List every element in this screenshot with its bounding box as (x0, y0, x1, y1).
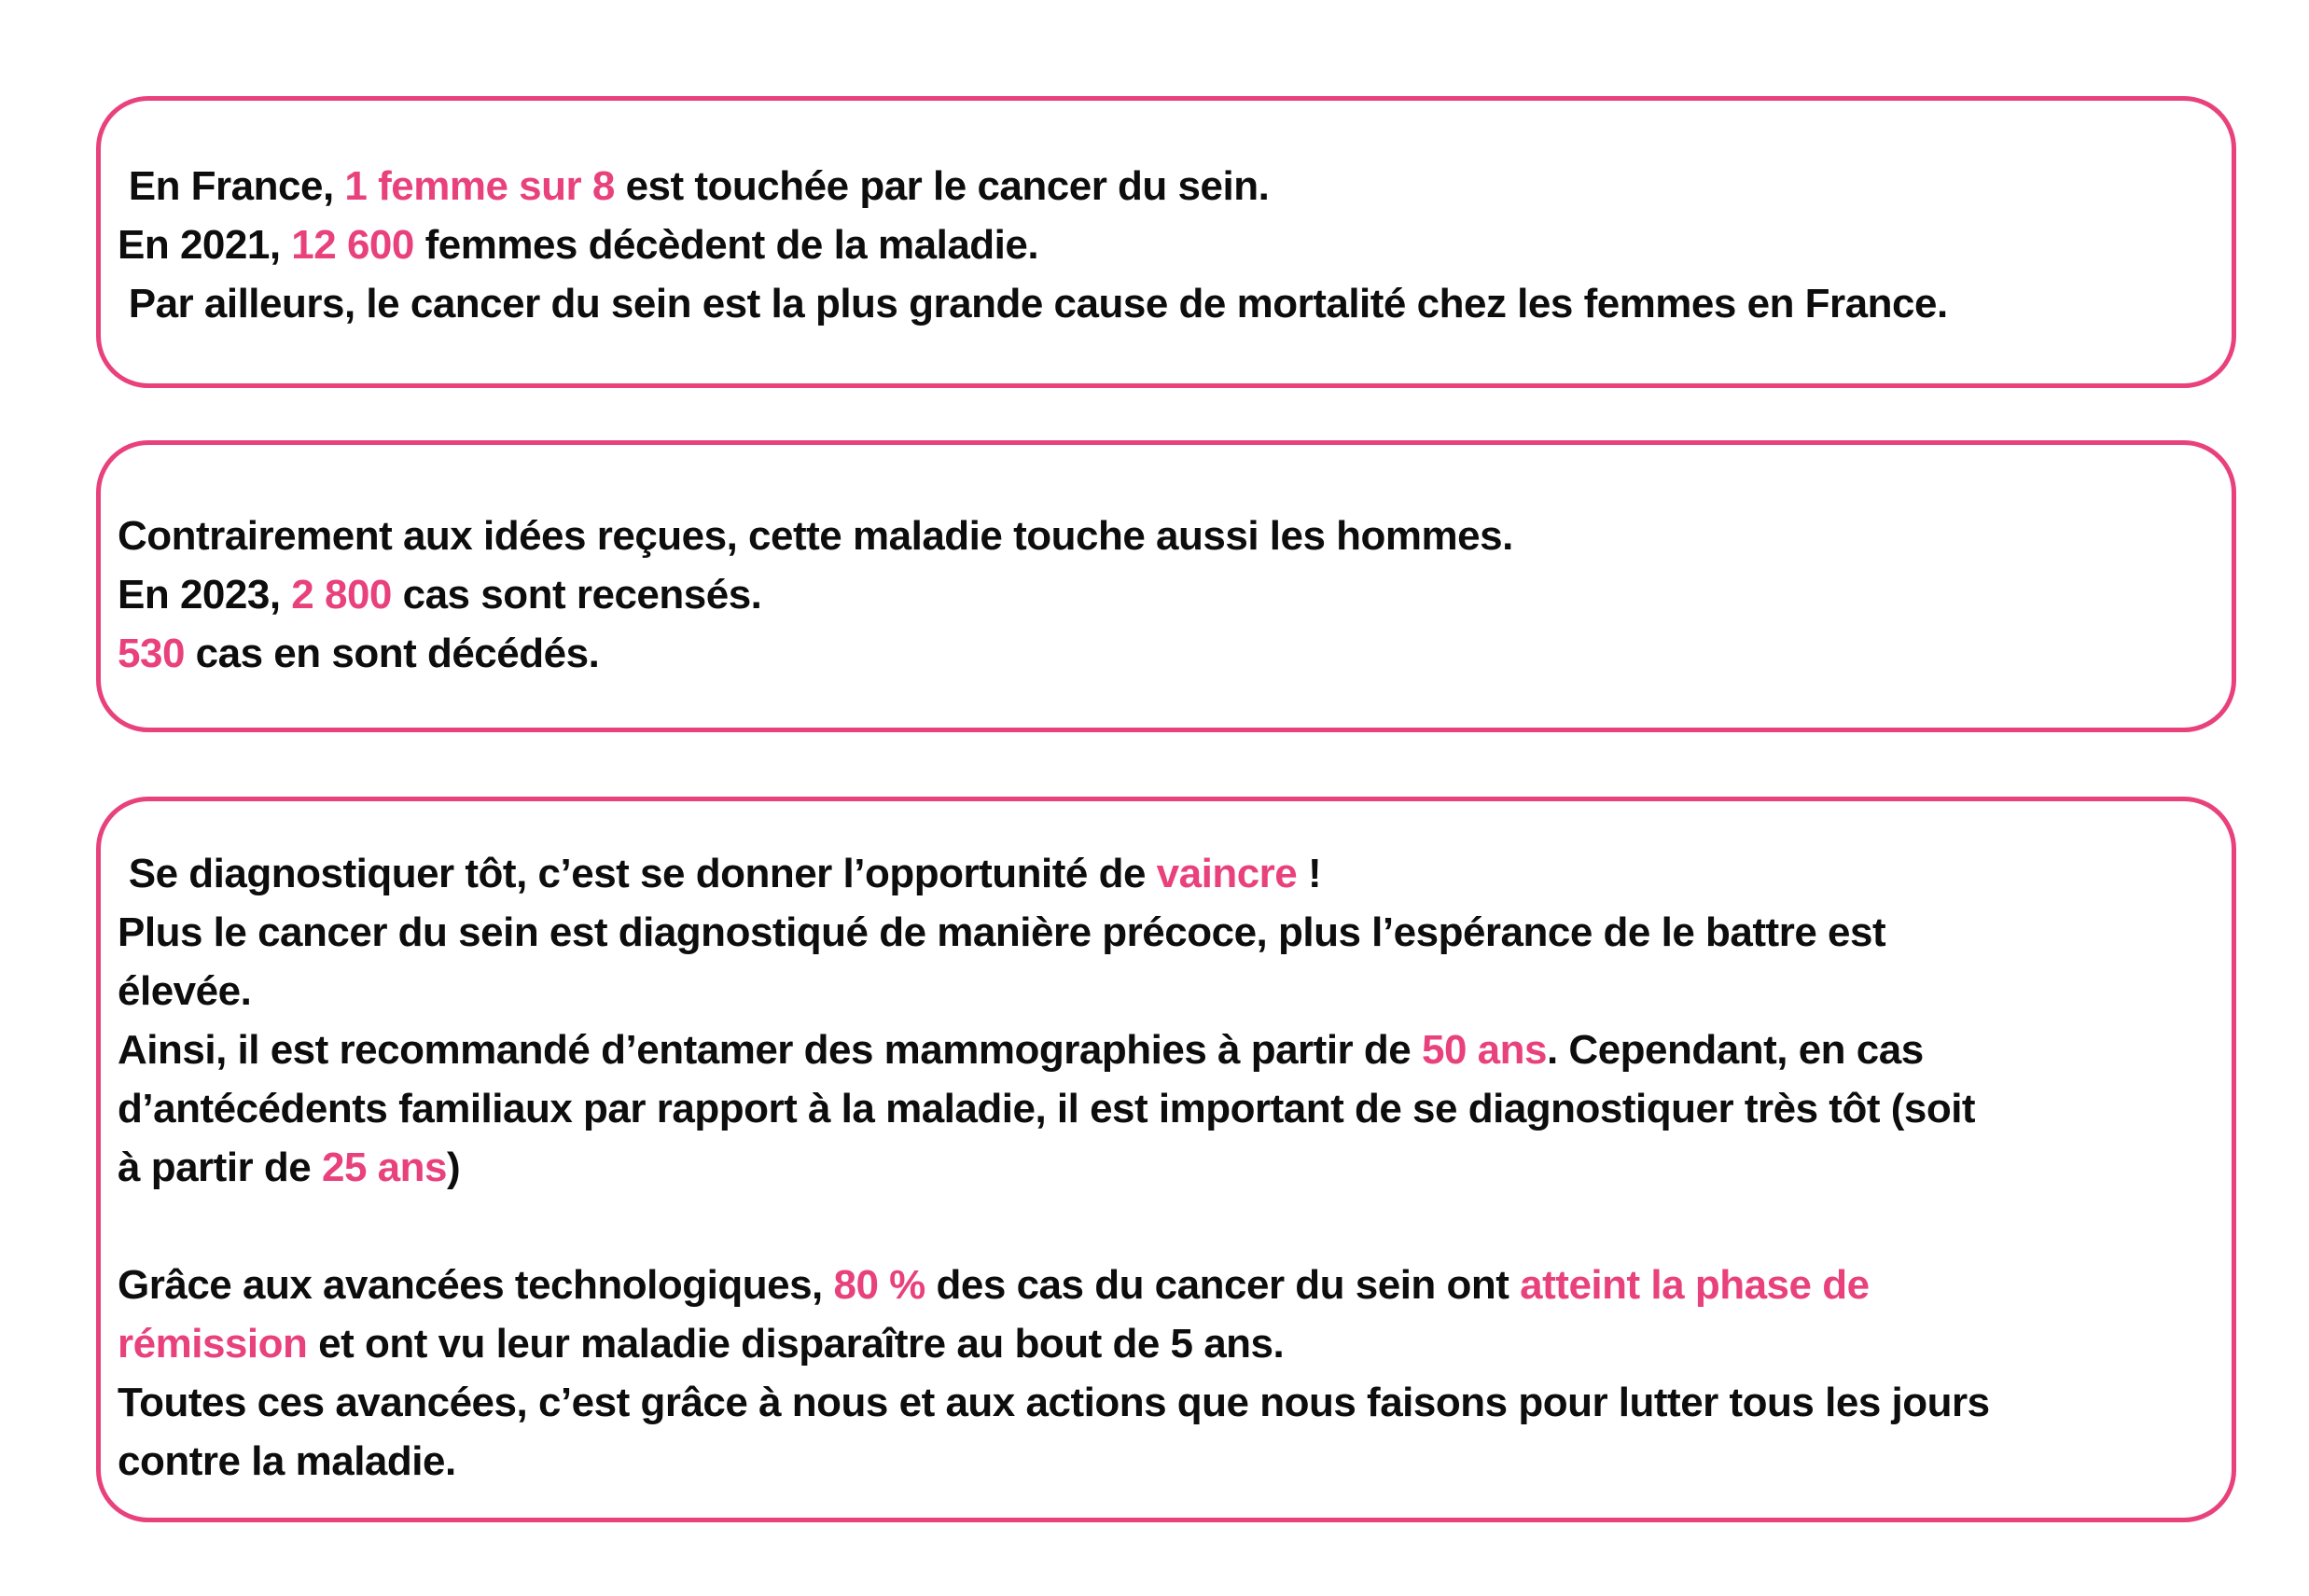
text-segment: Se diagnostiquer tôt, c’est se donner l’opportunité de (118, 851, 1157, 896)
highlighted-text-segment: rémission (118, 1321, 308, 1367)
text-line (118, 1079, 2215, 1138)
text-line (118, 624, 2215, 683)
text-segment: En 2023, (118, 572, 292, 618)
text-segment: Toutes ces avancées, c’est grâce à nous et aux actions que nous faisons pour lutter tous les jours (118, 1380, 1990, 1425)
box-diagnostic-precoce (96, 797, 2236, 1522)
text-segment: d’antécédents familiaux par rapport à la maladie, il est important de se diagnostiquer très tôt (soit (118, 1086, 1976, 1131)
text-line (118, 1256, 2215, 1314)
text-segment: cas sont recensés. (391, 572, 762, 618)
text-segment: Plus le cancer du sein est diagnostiqué de manière précoce, plus l’espérance de le battre est (118, 909, 1886, 955)
text-segment: à partir de (118, 1145, 322, 1190)
text-segment: cas en sont décédés. (184, 631, 600, 676)
text-line (118, 1138, 2215, 1197)
highlighted-text-segment: 12 600 (291, 222, 414, 268)
text-segment: des cas du cancer du sein ont (925, 1262, 1521, 1308)
text-segment: Contrairement aux idées reçues, cette maladie touche aussi les hommes. (118, 513, 1513, 559)
highlighted-text-segment: 80 % (833, 1262, 925, 1308)
text-line (118, 157, 2215, 215)
text-line (118, 1314, 2215, 1373)
text-line (118, 1373, 2215, 1432)
highlighted-text-segment: 530 (118, 631, 185, 676)
text-segment: Ainsi, il est recommandé d’entamer des mammographies à partir de (118, 1027, 1422, 1073)
highlighted-text-segment: vaincre (1156, 851, 1298, 896)
text-line (118, 565, 2215, 624)
text-line (118, 1020, 2215, 1079)
highlighted-text-segment: 50 ans (1421, 1027, 1547, 1073)
box-stats-femmes (96, 96, 2236, 388)
text-segment: contre la maladie. (118, 1438, 456, 1484)
text-segment: élevée. (118, 968, 252, 1014)
text-line (118, 962, 2215, 1020)
highlighted-text-segment: 1 femme sur 8 (344, 163, 615, 209)
highlighted-text-segment: 25 ans (321, 1145, 447, 1190)
text-line (118, 1432, 2215, 1491)
text-segment: Grâce aux avancées technologiques, (118, 1262, 834, 1308)
text-segment: et ont vu leur maladie disparaître au bout de 5 ans. (307, 1321, 1285, 1367)
text-line (118, 215, 2215, 274)
text-line (118, 507, 2215, 565)
text-segment: En 2021, (118, 222, 292, 268)
text-segment: est touchée par le cancer du sein. (614, 163, 1270, 209)
text-line (118, 274, 2215, 333)
highlighted-text-segment: 2 800 (291, 572, 392, 618)
text-segment: . Cependant, en cas (1546, 1027, 1924, 1073)
box-stats-hommes (96, 440, 2236, 732)
text-line (118, 844, 2215, 903)
text-segment: En France, (118, 163, 345, 209)
blank-line (118, 1197, 2215, 1256)
text-segment: femmes décèdent de la maladie. (413, 222, 1039, 268)
highlighted-text-segment: atteint la phase de (1520, 1262, 1870, 1308)
text-segment: Par ailleurs, le cancer du sein est la plus grande cause de mortalité chez les femmes en France. (118, 281, 1948, 326)
text-line (118, 903, 2215, 962)
text-segment: ) (446, 1145, 461, 1190)
text-segment: ! (1297, 851, 1322, 896)
